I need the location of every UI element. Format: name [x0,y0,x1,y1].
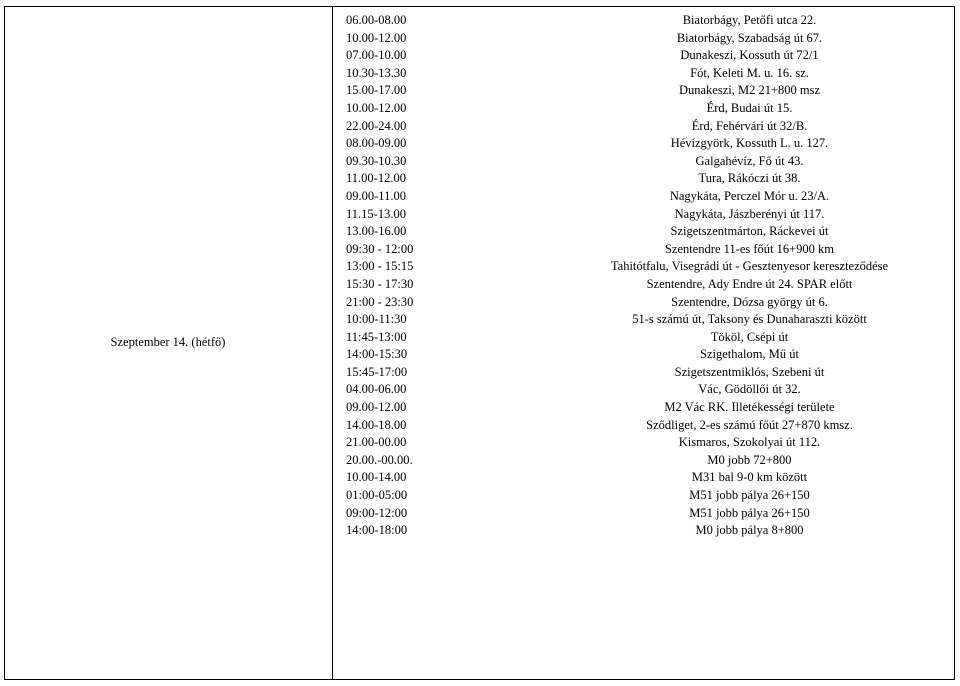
date-label: Szeptember 14. (hétfő) [110,335,226,349]
table-row [334,364,952,382]
time-cell: 09:00-12:00 [346,505,408,520]
table-row [334,30,952,48]
table-row [334,522,952,540]
location-cell: Tahitótfalu, Visegrádi út - Gesztenyesor kereszteződése [610,259,889,274]
schedule-rows [334,12,952,540]
location-cell: Biatorbágy, Szabadság út 67. [676,30,823,45]
table-row [334,381,952,399]
table-row [334,505,952,523]
location-cell: Szigetszentmiklós, Szebeni út [674,364,825,379]
location-cell: Szigethalom, Mű út [700,347,799,362]
time-cell: 14:00-18:00 [346,523,408,538]
table-row [334,294,952,312]
location-cell: Nagykáta, Jászberényi út 117. [674,206,825,221]
location-cell: Sződliget, 2-es számú főút 27+870 kmsz. [646,417,853,432]
location-cell: Tura, Rákóczi út 38. [698,171,801,186]
table-row [334,311,952,329]
table-row [334,206,952,224]
time-cell: 14:00-15:30 [346,347,408,362]
time-cell: 06.00-08.00 [346,13,407,27]
table-row [334,153,952,171]
location-cell: Nagykáta, Perczel Mór u. 23/A. [669,188,830,203]
time-cell: 15:30 - 17:30 [346,276,414,291]
location-cell: Vác, Gödöllői út 32. [698,382,801,397]
location-cell: M51 jobb pálya 26+150 [689,488,810,503]
time-cell: 21:00 - 23:30 [346,294,414,309]
table-row [334,487,952,505]
table-row [334,346,952,364]
time-cell: 10.30-13.30 [346,65,407,80]
table-row [334,452,952,470]
table-row [334,12,952,30]
table-row [334,329,952,347]
column-divider [332,6,333,680]
time-cell: 20.00.-00.00. [346,452,413,467]
location-cell: Galgahévíz, Fő út 43. [695,153,804,168]
table-row [334,417,952,435]
time-cell: 13.00-16.00 [346,224,407,239]
time-cell: 10:00-11:30 [346,312,407,327]
table-row [334,135,952,153]
table-row [334,100,952,118]
table-row [334,188,952,206]
time-cell: 11.15-13.00 [346,206,406,221]
time-cell: 09.00-11.00 [346,188,406,203]
table-row [334,223,952,241]
time-cell: 13:00 - 15:15 [346,259,414,274]
location-cell: Dunakeszi, Kossuth út 72/1 [680,48,819,63]
time-cell: 04.00-06.00 [346,382,407,397]
location-cell: Szentendre, Dózsa györgy út 6. [671,294,828,309]
time-cell: 14.00-18.00 [346,417,407,432]
location-cell: 51-s számú út, Taksony és Dunaharaszti között [632,312,867,327]
location-cell: Szigetszentmárton, Ráckevei út [670,224,829,239]
location-cell: Dunakeszi, M2 21+800 msz [678,83,821,98]
table-row [334,399,952,417]
table-row [334,469,952,487]
time-cell: 09.00-12.00 [346,400,407,415]
location-cell: M51 jobb pálya 26+150 [689,505,810,520]
time-cell: 10.00-12.00 [346,100,407,115]
time-cell: 08.00-09.00 [346,136,407,151]
table-row [334,258,952,276]
location-cell: Szentendre, Ady Endre út 24. SPAR előtt [646,276,853,291]
time-cell: 15.00-17.00 [346,83,407,98]
location-cell: M0 jobb pálya 8+800 [695,523,804,538]
location-cell: Kismaros, Szokolyai út 112. [678,435,821,450]
time-cell: 15:45-17:00 [346,364,408,379]
table-row [334,170,952,188]
location-cell: Fót, Keleti M. u. 16. sz. [690,65,809,80]
location-cell: Hévízgyörk, Kossuth L. u. 127. [670,136,829,151]
time-cell: 10.00-12.00 [346,30,407,45]
time-cell: 09:30 - 12:00 [346,241,414,256]
location-cell: M0 jobb 72+800 [707,452,792,467]
time-cell: 10.00-14.00 [346,470,407,485]
table-row [334,276,952,294]
time-cell: 09.30-10.30 [346,153,407,168]
table-row [334,82,952,100]
table-row [334,118,952,136]
time-cell: 21.00-00.00 [346,435,407,450]
time-cell: 01:00-05:00 [346,488,408,503]
location-cell: Szentendre 11-es főút 16+900 km [664,241,835,256]
table-row [334,65,952,83]
location-cell: Biatorbágy, Petőfi utca 22. [682,13,817,27]
table-row [334,47,952,65]
location-cell: M31 bal 9-0 km között [691,470,808,485]
location-cell: Érd, Budai út 15. [706,100,793,115]
time-cell: 22.00-24.00 [346,118,407,133]
time-cell: 11.00-12.00 [346,171,406,186]
location-cell: Tököl, Csépi út [710,329,789,344]
time-cell: 11:45-13:00 [346,329,407,344]
location-cell: Érd, Fehérvári út 32/B. [691,118,808,133]
time-cell: 07.00-10.00 [346,48,407,63]
table-row [334,434,952,452]
location-cell: M2 Vác RK. Illetékességi területe [664,400,835,415]
table-row [334,241,952,259]
